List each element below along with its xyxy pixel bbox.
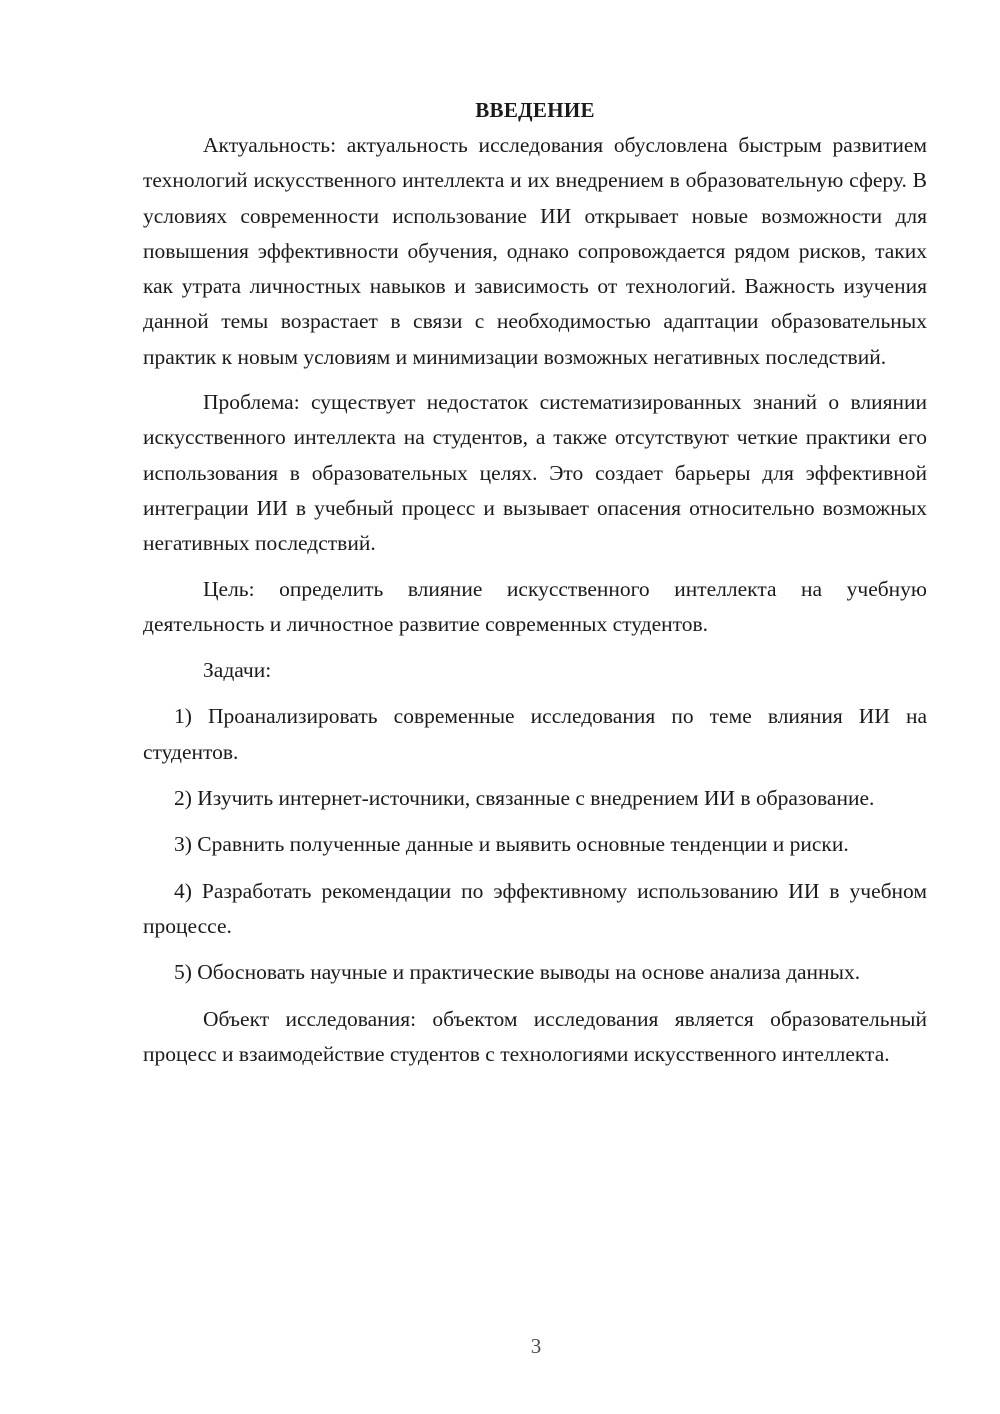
page-number: 3 xyxy=(530,1334,542,1358)
task-item-3: 3) Сравнить полученные данные и выявить основные тенденции и риски. xyxy=(174,832,849,857)
goal-paragraph: Цель: определить влияние искусственного интеллекта на учебную деятельность и личностное развитие современных студентов. xyxy=(143,576,927,636)
relevance-paragraph: Актуальность: актуальность исследования обусловлена быстрым развитием технологий искусственного интеллекта и их внедрением в образовательную сферу. В условиях современности использование ИИ открывает новые возможности для повышения эффективности обучения, однако сопровождается рядом рисков, таких как утрата личностных навыков и зависимость от технологий. Важность изучения данной темы возрастает в связи с необходимостью адаптации образовательных практик к новым условиям и минимизации возможных негативных последствий. xyxy=(143,133,927,369)
task-item-5: 5) Обосновать научные и практические выводы на основе анализа данных. xyxy=(174,960,861,985)
object-paragraph: Объект исследования: объектом исследования является образовательный процесс и взаимодействие студентов с технологиями искусственного интеллекта. xyxy=(143,1006,927,1066)
tasks-label: Задачи: xyxy=(203,658,272,683)
task-item-1: 1) Проанализировать современные исследования по теме влияния ИИ на студентов. xyxy=(143,704,927,764)
problem-paragraph: Проблема: существует недостаток систематизированных знаний о влиянии искусственного интеллекта на студентов, а также отсутствуют четкие практики его использования в образовательных целях. Это создает барьеры для эффективной интеграции ИИ в учебный процесс и вызывает опасения относительно возможных негативных последствий. xyxy=(143,390,927,556)
task-item-2: 2) Изучить интернет-источники, связанные с внедрением ИИ в образование. xyxy=(174,786,875,811)
task-item-4: 4) Разработать рекомендации по эффективному использованию ИИ в учебном процессе. xyxy=(143,878,927,938)
page-title: ВВЕДЕНИЕ xyxy=(475,98,595,122)
page-content xyxy=(143,95,927,1072)
